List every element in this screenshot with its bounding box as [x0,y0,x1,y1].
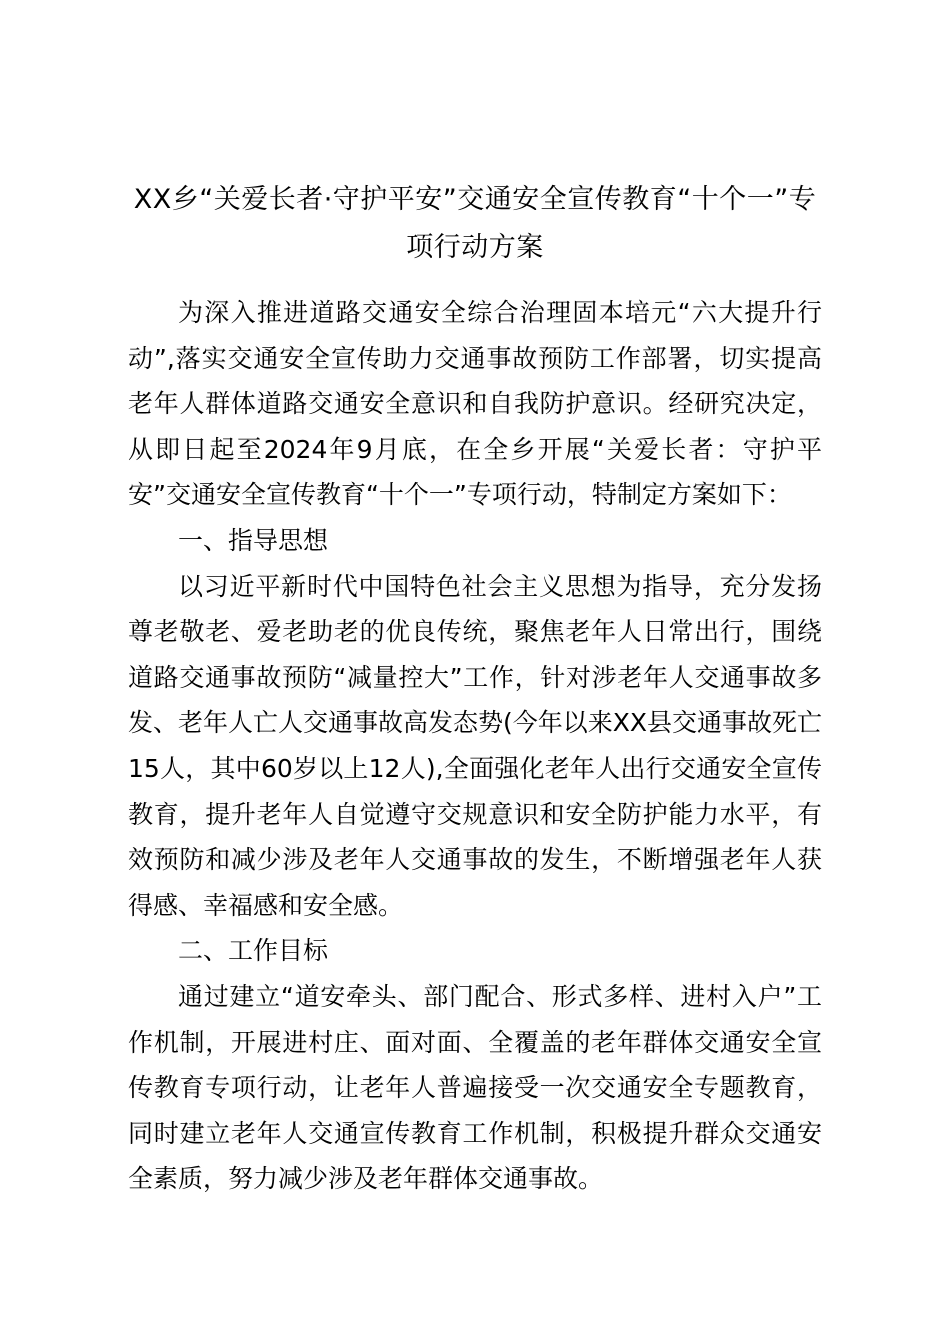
intro-paragraph: 为深入推进道路交通安全综合治理固本培元“六大提升行动”,落实交通安全宣传助力交通事故预防工作部署，切实提高老年人群体道路交通安全意识和自我防护意识。经研究决定，从即日起至2024年9月底，在全乡开展“关爱长者：守护平安”交通安全宣传教育“十个一”专项行动，特制定方案如下： [128,298,822,510]
section-body-guiding-ideology: 以习近平新时代中国特色社会主义思想为指导，充分发扬尊老敬老、爱老助老的优良传统，聚焦老年人日常出行，围绕道路交通事故预防“减量控大”工作，针对涉老年人交通事故多发、老年人亡人交通事故高发态势(今年以来XX县交通事故死亡15人，其中60岁以上12人),全面强化老年人出行交通安全宣传教育，提升老年人自觉遵守交规意识和安全防护能力水平，有效预防和减少涉及老年人交通事故的发生，不断增强老年人获得感、幸福感和安全感。 [128,571,823,920]
section-body-work-goals: 通过建立“道安牵头、部门配合、形式多样、进村入户”工作机制，开展进村庄、面对面、全覆盖的老年群体交通安全宣传教育专项行动，让老年人普遍接受一次交通安全专题教育，同时建立老年人交通宣传教育工作机制，积极提升群众交通安全素质，努力减少涉及老年群体交通事故。 [128,981,822,1194]
document-body [128,290,822,1202]
section-heading-guiding-ideology: 一、指导思想 [178,525,329,555]
document-title: XX乡“关爱长者·守护平安”交通安全宣传教育“十个一”专项行动方案 [133,184,817,263]
section-heading-work-goals: 二、工作目标 [178,936,329,966]
